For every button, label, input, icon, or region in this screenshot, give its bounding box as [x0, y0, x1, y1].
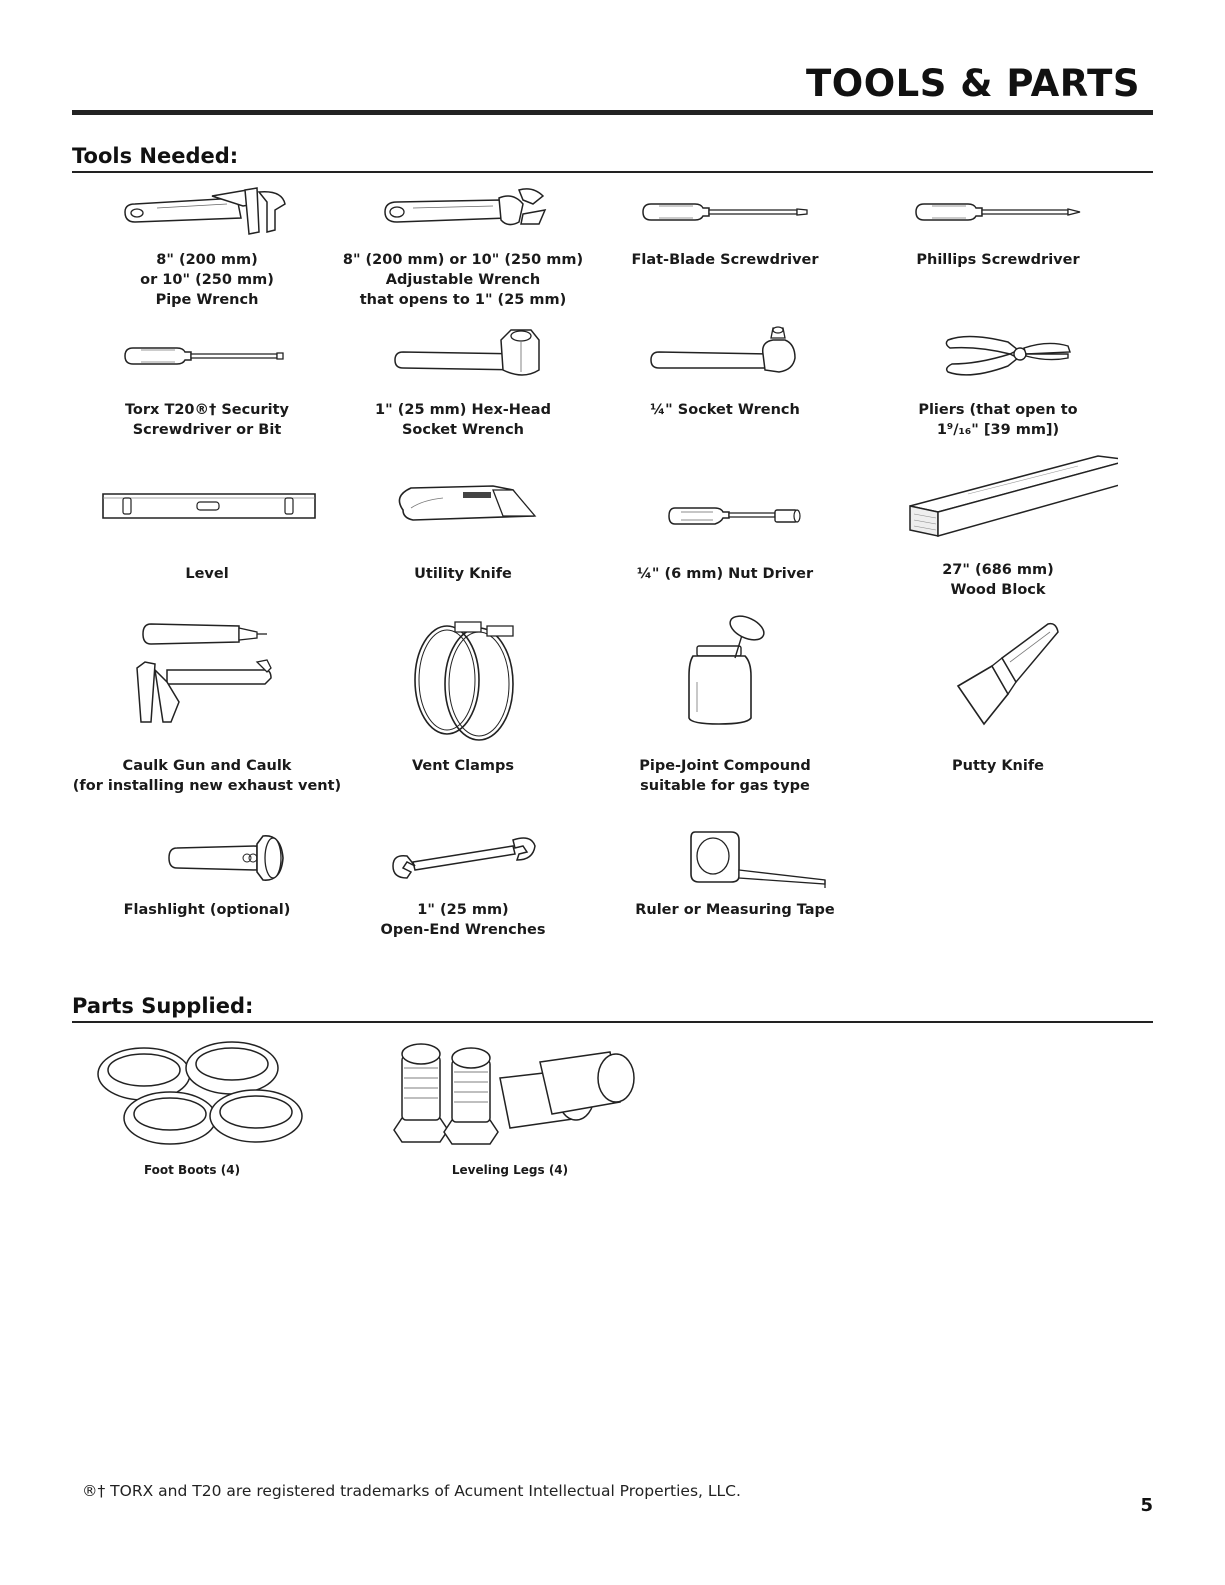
tool-caption-line: Flashlight (optional) [123, 902, 291, 918]
flashlight-icon [107, 826, 307, 892]
tool-item-pipe-wrench [72, 182, 342, 310]
tool-item-measuring-tape [600, 826, 870, 920]
tool-item-putty-knife [863, 612, 1133, 776]
tool-caption-line: that opens to 1" (25 mm) [359, 292, 567, 308]
tools-needed-heading: Tools Needed: [72, 144, 239, 168]
tool-item-pipe-joint-compound [590, 612, 860, 796]
tool-caption-line: Phillips Screwdriver [916, 252, 1080, 268]
caulk-gun-icon [107, 612, 307, 748]
tool-caption-line: Vent Clamps [411, 758, 515, 774]
trademark-footnote: ®† TORX and T20 are registered trademarks of Acument Intellectual Properties, LLC. [82, 1482, 741, 1500]
tool-item-nut-driver [590, 460, 860, 584]
page-title: TOOLS & PARTS [806, 62, 1140, 105]
foot-boots-icon [72, 1032, 312, 1156]
tool-item-flashlight [72, 826, 342, 920]
tool-caption-line: Pipe Wrench [155, 292, 259, 308]
socket-wrench-icon [635, 322, 815, 392]
pipe-joint-compound-icon [625, 612, 825, 748]
open-end-wrench-icon [363, 826, 563, 892]
tool-caption-line: Level [185, 566, 229, 582]
tool-caption-line: suitable for gas type [640, 778, 810, 794]
tool-caption-line: Putty Knife [952, 758, 1044, 774]
tool-item-open-end-wrench [328, 826, 598, 940]
tool-caption-line: Ruler or Measuring Tape [635, 902, 835, 918]
tool-caption-line: Caulk Gun and Caulk [122, 758, 292, 774]
phillips-screwdriver-icon [908, 182, 1088, 242]
pipe-wrench-icon [117, 182, 297, 242]
adjustable-wrench-icon [373, 182, 553, 242]
utility-knife-icon [363, 460, 563, 556]
flat-blade-screwdriver-icon [635, 182, 815, 242]
wood-block-icon [878, 450, 1118, 556]
tool-item-hex-head-socket-wrench [328, 322, 598, 440]
tool-caption-line: ¼" Socket Wrench [650, 402, 800, 418]
hex-head-socket-wrench-icon [373, 322, 553, 392]
part-item-foot-boots [72, 1032, 312, 1178]
tool-caption-line: Open-End Wrenches [380, 922, 546, 938]
tool-caption-line: 1⁹/₁₆" [39 mm]) [936, 422, 1060, 438]
tool-item-phillips-screwdriver [863, 182, 1133, 270]
parts-supplied-heading: Parts Supplied: [72, 994, 254, 1018]
tool-caption-line: Utility Knife [414, 566, 512, 582]
tool-caption-line: Screwdriver or Bit [132, 422, 282, 438]
parts-heading-rule [72, 1021, 1153, 1023]
tool-item-wood-block [863, 450, 1133, 600]
tool-caption-line: (for installing new exhaust vent) [72, 778, 342, 794]
tool-item-pliers [863, 322, 1133, 440]
putty-knife-icon [898, 612, 1098, 748]
tool-caption-line: 27" (686 mm) [942, 562, 1054, 578]
tool-item-flat-blade-screwdriver [590, 182, 860, 270]
tool-caption-line: ¼" (6 mm) Nut Driver [636, 566, 814, 582]
part-item-leveling-legs [380, 1032, 640, 1178]
tool-item-level [72, 460, 342, 584]
level-icon [87, 460, 327, 556]
nut-driver-icon [625, 460, 825, 556]
page-number: 5 [1140, 1495, 1153, 1516]
tool-caption-line: Flat-Blade Screwdriver [631, 252, 819, 268]
tool-caption-line: Adjustable Wrench [385, 272, 541, 288]
tool-caption-line: 1" (25 mm) [417, 902, 509, 918]
tool-caption-line: Pipe-Joint Compound [639, 758, 811, 774]
tool-caption-line: Wood Block [950, 582, 1046, 598]
tool-caption-line: Socket Wrench [401, 422, 525, 438]
tools-heading-rule [72, 171, 1153, 173]
part-caption: Foot Boots (4) [143, 1163, 241, 1177]
tool-item-vent-clamps [328, 612, 598, 776]
measuring-tape-icon [635, 826, 835, 892]
tool-item-socket-wrench [590, 322, 860, 420]
torx-screwdriver-icon [117, 322, 297, 392]
tool-caption-line: Torx T20®† Security [124, 402, 290, 418]
tool-item-torx-screwdriver [72, 322, 342, 440]
tool-caption-line: Pliers (that open to [918, 402, 1078, 418]
leveling-legs-icon [380, 1032, 640, 1156]
part-caption: Leveling Legs (4) [451, 1163, 569, 1177]
tool-item-caulk-gun [72, 612, 342, 796]
tool-item-adjustable-wrench [328, 182, 598, 310]
tool-item-utility-knife [328, 460, 598, 584]
vent-clamps-icon [363, 612, 563, 748]
tool-caption-line: 8" (200 mm) [156, 252, 258, 268]
tool-caption-line: 1" (25 mm) Hex-Head [375, 402, 551, 418]
tool-caption-line: or 10" (250 mm) [140, 272, 274, 288]
title-rule [72, 110, 1153, 115]
pliers-icon [908, 322, 1088, 392]
tool-caption-line: 8" (200 mm) or 10" (250 mm) [342, 252, 584, 268]
